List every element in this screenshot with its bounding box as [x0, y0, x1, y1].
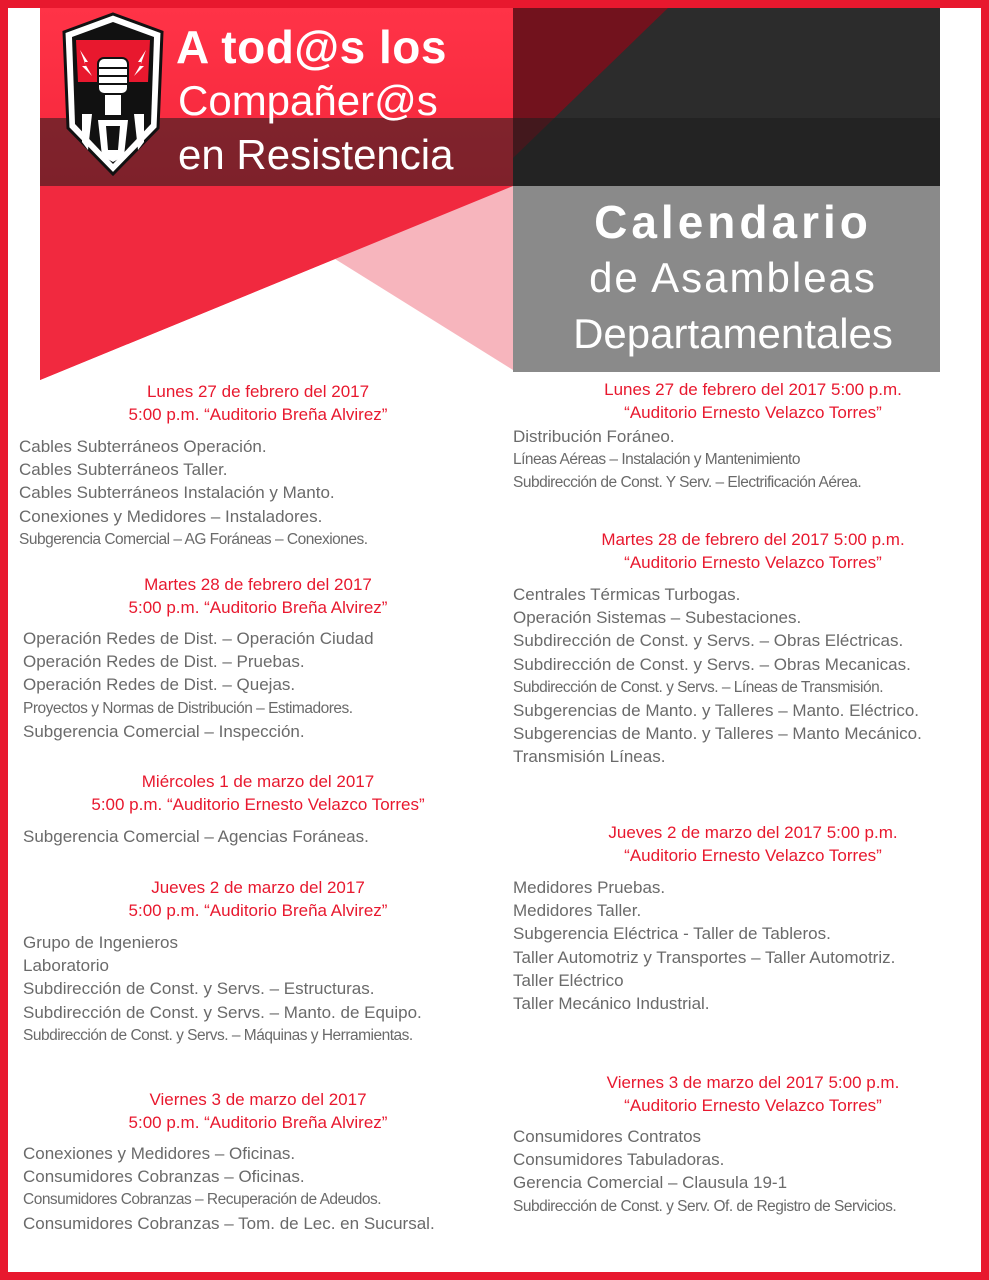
union-shield-logo-icon [58, 10, 168, 180]
session-heading [48, 380, 468, 426]
calendar-subtitle-2: Departamentales [573, 310, 893, 357]
list-item: Subdirección de Const. Y Serv. – Electrificación Aérea. [513, 474, 862, 492]
session-place: 5:00 p.m. “Auditorio Ernesto Velazco Torres” [91, 795, 425, 814]
list-item: Operación Redes de Dist. – Pruebas. [23, 652, 305, 672]
session-date: Viernes 3 de marzo del 2017 [149, 1090, 367, 1109]
session-date: Lunes 27 de febrero del 2017 5:00 p.m. [604, 380, 902, 399]
list-item: Laboratorio [23, 956, 110, 976]
flyer [8, 8, 981, 1272]
department-list [513, 425, 861, 495]
session-heading [48, 1088, 468, 1134]
list-item: Subgerencias de Manto. y Talleres – Manto Mecánico. [513, 724, 922, 744]
list-item: Operación Sistemas – Subestaciones. [513, 608, 802, 628]
list-item: Consumidores Cobranzas – Tom. de Lec. en Sucursal. [23, 1213, 435, 1233]
department-list [513, 583, 922, 769]
list-item: Taller Eléctrico [513, 970, 624, 990]
session-heading [48, 573, 468, 619]
list-item: Medidores Taller. [513, 901, 642, 921]
session-heading [518, 1071, 981, 1117]
session-heading [48, 876, 468, 922]
session-place: “Auditorio Ernesto Velazco Torres” [624, 403, 882, 422]
department-list [23, 825, 369, 848]
list-item: Subdirección de Const. y Servs. – Manto. de Equipo. [23, 1002, 422, 1022]
calendar-title: Calendario [594, 196, 872, 248]
list-item: Cables Subterráneos Instalación y Manto. [19, 483, 335, 503]
list-item: Consumidores Tabuladoras. [513, 1150, 725, 1170]
list-item: Cables Subterráneos Taller. [19, 460, 228, 480]
list-item: Conexiones y Medidores – Oficinas. [23, 1144, 296, 1163]
department-list [513, 876, 895, 1015]
title-line-1: A tod@s los [176, 21, 447, 73]
session-heading [48, 770, 468, 816]
session-date: Martes 28 de febrero del 2017 5:00 p.m. [601, 530, 905, 549]
list-item: Proyectos y Normas de Distribución – Estimadores. [23, 699, 353, 717]
list-item: Líneas Aéreas – Instalación y Mantenimiento [513, 451, 800, 469]
list-item: Subgerencia Eléctrica - Taller de Tableros. [513, 924, 831, 944]
list-item: Subdirección de Const. y Servs. – Estructuras. [23, 979, 375, 999]
list-item: Taller Automotriz y Transportes – Taller Automotriz. [513, 947, 896, 967]
session-place: “Auditorio Ernesto Velazco Torres” [624, 553, 882, 572]
list-item: Centrales Térmicas Turbogas. [513, 585, 741, 604]
session-place: 5:00 p.m. “Auditorio Breña Alvirez” [128, 1113, 388, 1132]
list-item: Distribución Foráneo. [513, 427, 675, 446]
list-item: Subdirección de Const. y Serv. Of. de Registro de Servicios. [513, 1197, 897, 1215]
list-item: Operación Redes de Dist. – Operación Ciudad [23, 629, 374, 648]
session-date: Miércoles 1 de marzo del 2017 [141, 772, 375, 791]
session-date: Lunes 27 de febrero del 2017 [146, 382, 370, 401]
department-list [23, 931, 422, 1047]
list-item: Consumidores Contratos [513, 1127, 702, 1146]
department-list [19, 435, 368, 551]
list-item: Subgerencias de Manto. y Talleres – Manto. Eléctrico. [513, 701, 920, 721]
session-date: Jueves 2 de marzo del 2017 [151, 878, 365, 897]
department-list [23, 627, 374, 743]
calendar-subtitle-1: de Asambleas [589, 254, 877, 301]
title-line-2: Compañer@s [178, 77, 438, 124]
department-list [23, 1142, 435, 1235]
list-item: Subdirección de Const. y Servs. – Obras Eléctricas. [513, 631, 904, 651]
session-place: “Auditorio Ernesto Velazco Torres” [624, 1096, 882, 1115]
list-item: Taller Mecánico Industrial. [513, 994, 710, 1014]
session-place: 5:00 p.m. “Auditorio Breña Alvirez” [128, 598, 388, 617]
list-item: Subdirección de Const. y Servs. – Líneas de Transmisión. [513, 678, 884, 696]
session-place: “Auditorio Ernesto Velazco Torres” [624, 846, 882, 865]
list-item: Conexiones y Medidores – Instaladores. [19, 506, 323, 526]
list-item: Subgerencia Comercial – Agencias Foráneas. [23, 827, 369, 846]
list-item: Cables Subterráneos Operación. [19, 437, 267, 456]
session-place: 5:00 p.m. “Auditorio Breña Alvirez” [128, 405, 388, 424]
session-heading [518, 528, 981, 574]
list-item: Subdirección de Const. y Servs. – Máquinas y Herramientas. [23, 1026, 413, 1044]
session-date: Martes 28 de febrero del 2017 [144, 575, 372, 594]
department-list [513, 1125, 896, 1218]
list-item: Subgerencia Comercial – AG Foráneas – Conexiones. [19, 530, 368, 548]
list-item: Subgerencia Comercial – Inspección. [23, 721, 305, 741]
session-heading [518, 821, 981, 867]
list-item: Medidores Pruebas. [513, 878, 666, 897]
list-item: Gerencia Comercial – Clausula 19-1 [513, 1173, 788, 1193]
title-line-3: en Resistencia [178, 131, 454, 178]
session-heading [518, 378, 981, 424]
list-item: Consumidores Cobranzas – Recuperación de Adeudos. [23, 1191, 382, 1209]
list-item: Consumidores Cobranzas – Oficinas. [23, 1167, 305, 1187]
session-date: Jueves 2 de marzo del 2017 5:00 p.m. [608, 823, 898, 842]
list-item: Operación Redes de Dist. – Quejas. [23, 675, 296, 695]
session-place: 5:00 p.m. “Auditorio Breña Alvirez” [128, 901, 388, 920]
list-item: Transmisión Líneas. [513, 747, 666, 767]
list-item: Subdirección de Const. y Servs. – Obras Mecanicas. [513, 654, 911, 674]
session-date: Viernes 3 de marzo del 2017 5:00 p.m. [606, 1073, 900, 1092]
list-item: Grupo de Ingenieros [23, 933, 178, 952]
